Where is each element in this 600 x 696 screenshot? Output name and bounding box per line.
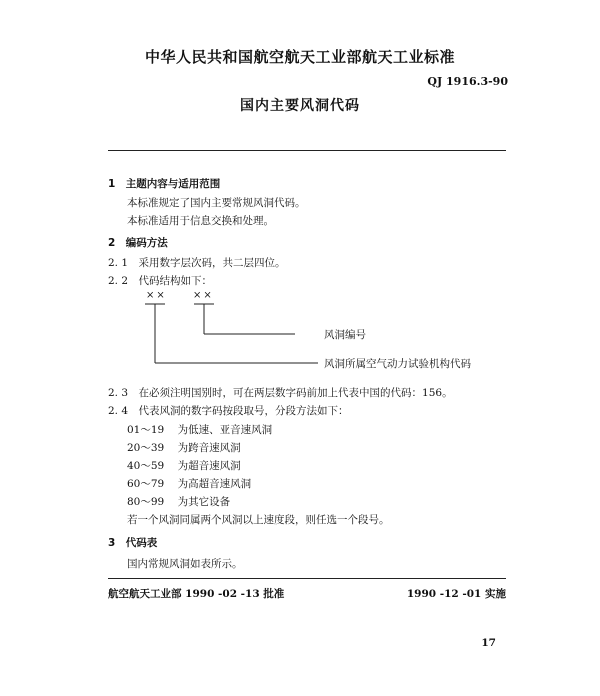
- range-list-item: [127, 494, 230, 509]
- section-1-paragraph-1: 本标准规定了国内主要常规风洞代码。: [127, 197, 306, 209]
- range-code: 20～39: [127, 442, 165, 454]
- standard-code: QJ 1916.3-90: [427, 75, 508, 88]
- range-code: 40～59: [127, 460, 165, 472]
- range-list-item: [127, 458, 241, 473]
- item-2-1: 2. 1 采用数字层次码，共二层四位。: [108, 257, 286, 269]
- effective-date: 1990 -12 -01 实施: [406, 588, 506, 600]
- item-2-4: 2. 4 代表风洞的数字码按段取号，分段方法如下：: [108, 405, 349, 417]
- range-description: 为低速、亚音速风洞: [177, 424, 273, 436]
- code-digits-second-level: ××: [193, 290, 214, 301]
- range-code: 80～99: [127, 496, 165, 508]
- approval-date: 航空航天工业部 1990 -02 -13 批准: [108, 588, 285, 600]
- range-description: 为超音速风洞: [177, 460, 241, 472]
- issuing-organization: 中华人民共和国航空航天工业部航天工业标准: [144, 48, 455, 66]
- section-1-paragraph-2: 本标准适用于信息交换和处理。: [127, 215, 274, 227]
- item-2-3: 2. 3 在必须注明国别时，可在两层数字码前加上代表中国的代码：156。: [108, 387, 453, 399]
- range-list-item: [127, 476, 251, 491]
- range-code: 60～79: [127, 478, 165, 490]
- item-2-2: 2. 2 代码结构如下：: [108, 275, 213, 287]
- range-description: 为其它设备: [177, 496, 231, 508]
- range-note: 若一个风洞同属两个风洞以上速度段，则任选一个段号。: [127, 514, 390, 526]
- footer-rule: [108, 578, 506, 579]
- document-title: 国内主要风洞代码: [240, 98, 360, 114]
- label-organization-code: 风洞所属空气动力试验机构代码: [324, 358, 471, 370]
- header-rule: [108, 150, 506, 151]
- page-number: 17: [481, 637, 496, 649]
- code-digits-first-level: ××: [146, 290, 167, 301]
- range-description: 为高超音速风洞: [177, 478, 252, 490]
- section-1-heading: 1 主题内容与适用范围: [108, 178, 221, 190]
- range-description: 为跨音速风洞: [177, 442, 241, 454]
- section-3-heading: 3 代码表: [108, 537, 158, 549]
- section-3-paragraph: 国内常规风洞如表所示。: [127, 558, 243, 570]
- range-list-item: [127, 422, 272, 437]
- label-wind-tunnel-number: 风洞编号: [324, 329, 366, 341]
- range-code: 01～19: [127, 424, 165, 436]
- range-list-item: [127, 440, 241, 455]
- section-2-heading: 2 编码方法: [108, 237, 168, 249]
